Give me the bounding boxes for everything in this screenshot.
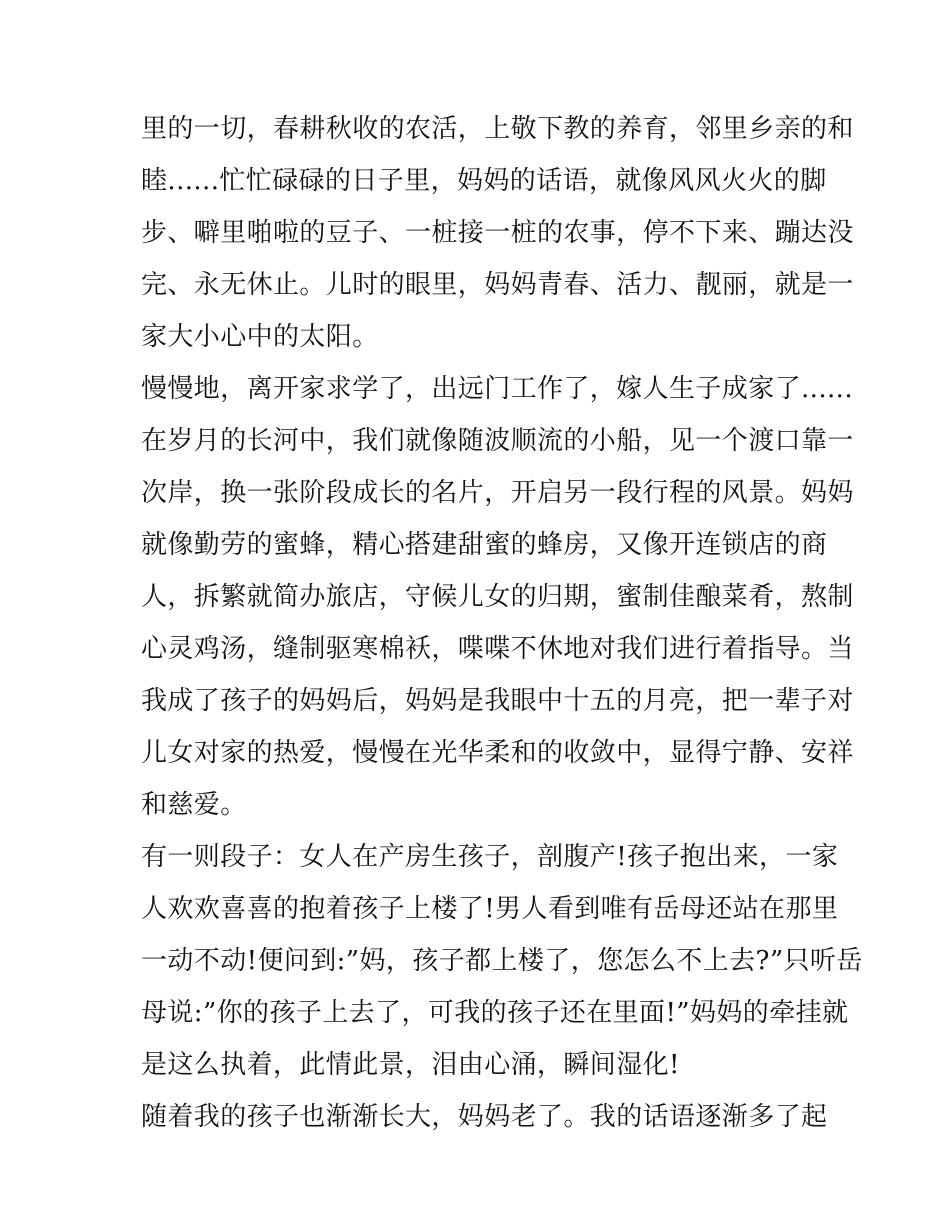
text-line: 儿女对家的热爱，慢慢在光华柔和的收敛中，显得宁静、安祥 [141,738,854,768]
text-line: 人欢欢喜喜的抱着孩子上楼了!男人看到唯有岳母还站在那里 [141,894,839,924]
text-line: 完、永无休止。儿时的眼里，妈妈青春、活力、靓丽，就是一 [141,270,854,300]
text-line: 心灵鸡汤，缝制驱寒棉袄，喋喋不休地对我们进行着指导。当 [141,634,854,664]
text-line: 母说:”你的孩子上去了，可我的孩子还在里面!”妈妈的牵挂就 [141,998,849,1028]
text-line: 就像勤劳的蜜蜂，精心搭建甜蜜的蜂房，又像开连锁店的商 [141,530,828,560]
text-line: 在岁月的长河中，我们就像随波顺流的小船，见一个渡口靠一 [141,426,854,456]
body-text [141,103,863,1143]
text-line: 家大小心中的太阳。 [141,322,379,352]
text-line: 一动不动!便问到:”妈，孩子都上楼了，您怎么不上去?”只听岳 [141,946,863,976]
text-line: 有一则段子：女人在产房生孩子，剖腹产!孩子抱出来，一家 [141,842,839,872]
text-line: 随着我的孩子也渐渐长大，妈妈老了。我的话语逐渐多了起 [141,1102,828,1132]
text-line: 是这么执着，此情此景，泪由心涌，瞬间湿化! [141,1050,680,1080]
text-line: 和慈爱。 [141,790,247,820]
text-line: 我成了孩子的妈妈后，妈妈是我眼中十五的月亮，把一辈子对 [141,686,854,716]
text-line: 里的一切，春耕秋收的农活，上敬下教的养育，邻里乡亲的和 [141,114,854,144]
text-line: 睦......忙忙碌碌的日子里，妈妈的话语，就像风风火火的脚 [141,166,827,196]
text-line: 人，拆繁就简办旅店，守候儿女的归期，蜜制佳酿菜肴，熬制 [141,582,854,612]
text-line: 慢慢地，离开家求学了，出远门工作了，嫁人生子成家了...... [141,374,853,404]
text-line: 次岸，换一张阶段成长的名片，开启另一段行程的风景。妈妈 [141,478,854,508]
text-line: 步、噼里啪啦的豆子、一桩接一桩的农事，停不下来、蹦达没 [141,218,854,248]
